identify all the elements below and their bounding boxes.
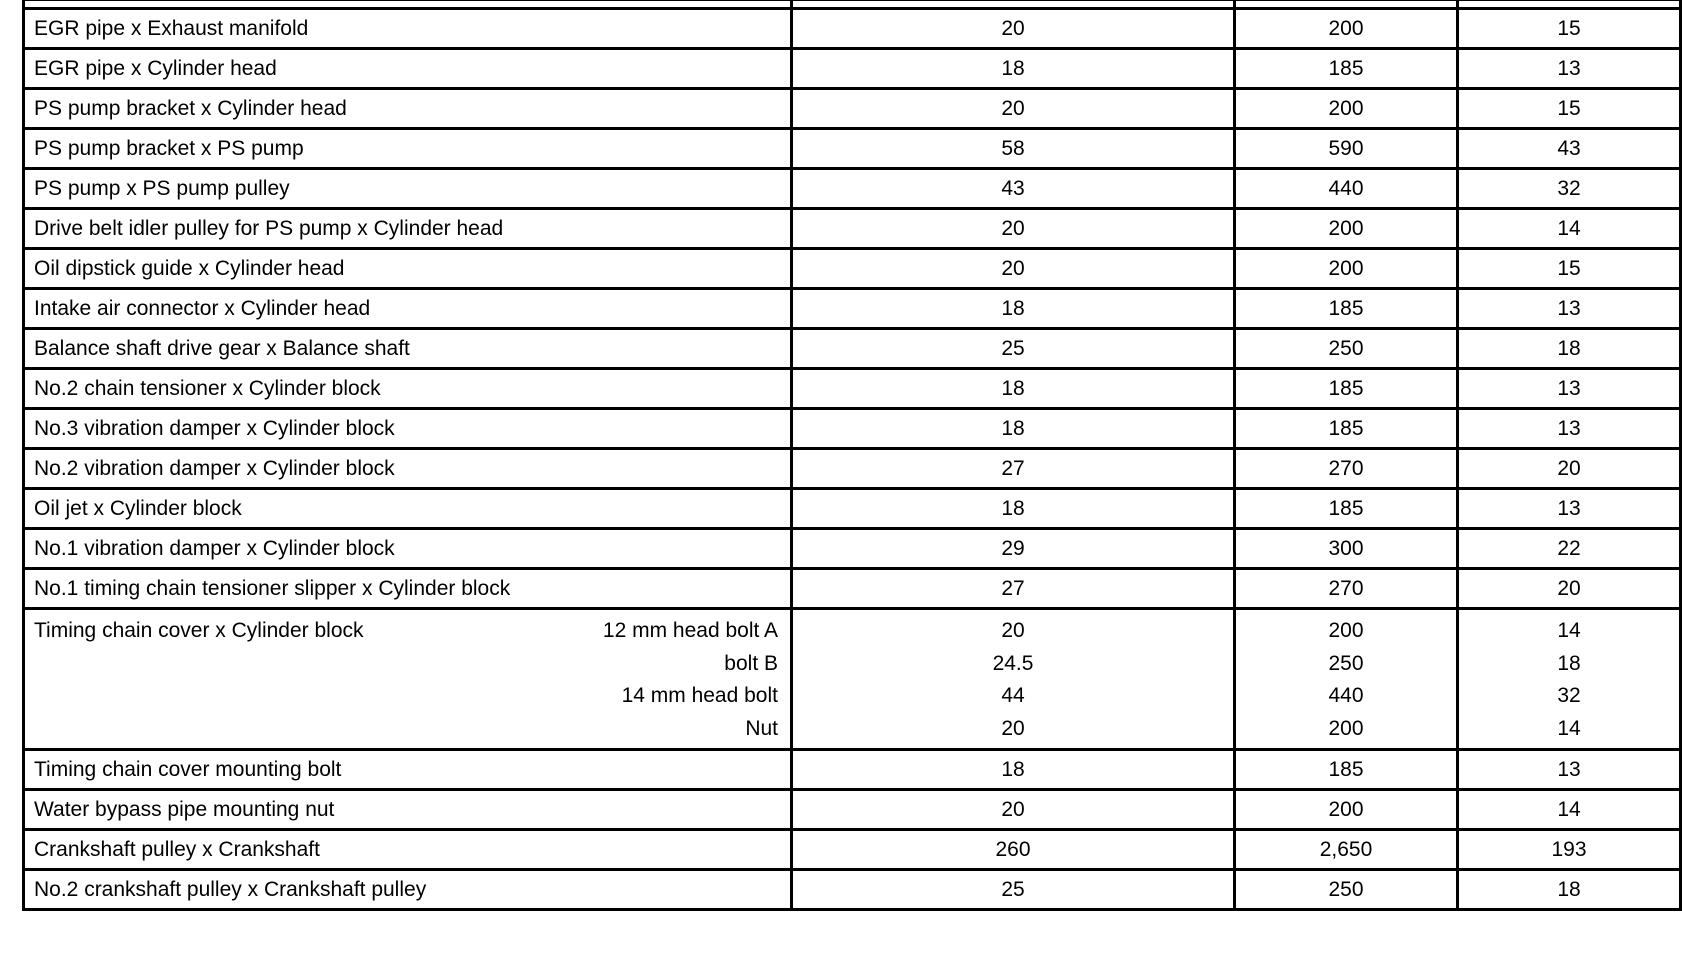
torque-kgfcm: 185	[1235, 49, 1458, 89]
sub-label: bolt B	[724, 651, 778, 675]
torque-nm: 18	[792, 409, 1235, 449]
torque-nm: 29	[792, 529, 1235, 569]
torque-kgfcm: 440	[1235, 169, 1458, 209]
torque-kgfcm: 270	[1235, 449, 1458, 489]
torque-spec-table	[22, 0, 1682, 911]
part-name: Drive belt idler pulley for PS pump x Cylinder head	[24, 209, 792, 249]
table-row	[24, 9, 1681, 49]
part-name: Balance shaft drive gear x Balance shaft	[24, 329, 792, 369]
torque-ftlbf: 14	[1458, 209, 1681, 249]
torque-kgfcm: 200	[1235, 9, 1458, 49]
table-row	[24, 750, 1681, 790]
table-cell	[24, 0, 792, 9]
table-row	[24, 489, 1681, 529]
torque-ftlbf: 14	[1458, 790, 1681, 830]
torque-nm: 20	[1001, 716, 1025, 740]
torque-ftlbf: 13	[1458, 489, 1681, 529]
torque-nm: 58	[792, 129, 1235, 169]
torque-ftlbf: 14	[1557, 619, 1581, 642]
table-row-multi	[24, 609, 1681, 750]
torque-nm: 20	[792, 89, 1235, 129]
torque-nm: 20	[792, 790, 1235, 830]
table-cell	[792, 0, 1235, 9]
torque-kgfcm: 185	[1235, 369, 1458, 409]
torque-kgfcm: 185	[1235, 409, 1458, 449]
torque-nm: 18	[792, 489, 1235, 529]
torque-ftlbf-cell	[1458, 609, 1681, 750]
part-name: No.2 vibration damper x Cylinder block	[24, 449, 792, 489]
torque-nm: 43	[792, 169, 1235, 209]
torque-kgfcm: 185	[1235, 489, 1458, 529]
torque-nm: 18	[792, 369, 1235, 409]
torque-nm: 20	[792, 9, 1235, 49]
table-row	[24, 329, 1681, 369]
torque-ftlbf: 15	[1458, 249, 1681, 289]
torque-nm: 20	[792, 209, 1235, 249]
torque-kgfcm: 590	[1235, 129, 1458, 169]
table-row	[24, 830, 1681, 870]
sub-labels	[603, 618, 778, 748]
torque-kgfcm: 200	[1235, 249, 1458, 289]
part-name: No.2 chain tensioner x Cylinder block	[24, 369, 792, 409]
part-name: No.3 vibration damper x Cylinder block	[24, 409, 792, 449]
torque-ftlbf: 20	[1458, 449, 1681, 489]
torque-kgfcm: 200	[1235, 89, 1458, 129]
torque-kgfcm: 200	[1235, 209, 1458, 249]
torque-nm: 20	[1001, 619, 1025, 642]
torque-ftlbf: 15	[1458, 9, 1681, 49]
part-name: Oil dipstick guide x Cylinder head	[24, 249, 792, 289]
part-name: Timing chain cover mounting bolt	[24, 750, 792, 790]
torque-ftlbf: 20	[1458, 569, 1681, 609]
table-row	[24, 209, 1681, 249]
torque-nm: 18	[792, 49, 1235, 89]
torque-ftlbf: 193	[1458, 830, 1681, 870]
part-name: Crankshaft pulley x Crankshaft	[24, 830, 792, 870]
part-name: Intake air connector x Cylinder head	[24, 289, 792, 329]
table-cell	[1458, 0, 1681, 9]
table-row	[24, 89, 1681, 129]
torque-ftlbf: 13	[1458, 409, 1681, 449]
torque-kgfcm: 270	[1235, 569, 1458, 609]
table-row	[24, 169, 1681, 209]
torque-nm-cell	[792, 609, 1235, 750]
torque-kgfcm: 300	[1235, 529, 1458, 569]
torque-ftlbf: 14	[1557, 716, 1581, 740]
table-row	[24, 449, 1681, 489]
torque-ftlbf: 32	[1458, 169, 1681, 209]
torque-ftlbf: 22	[1458, 529, 1681, 569]
part-name: No.2 crankshaft pulley x Crankshaft pulley	[24, 870, 792, 910]
table-row	[24, 870, 1681, 910]
sub-label: 12 mm head bolt A	[602, 619, 778, 642]
table-row	[24, 409, 1681, 449]
table-row	[24, 790, 1681, 830]
torque-ftlbf: 18	[1458, 329, 1681, 369]
torque-kgfcm: 185	[1235, 750, 1458, 790]
torque-kgfcm: 2,650	[1235, 830, 1458, 870]
torque-kgfcm: 250	[1235, 870, 1458, 910]
table-row	[24, 129, 1681, 169]
part-name: PS pump x PS pump pulley	[24, 169, 792, 209]
table-row	[24, 49, 1681, 89]
torque-ftlbf: 32	[1557, 684, 1581, 707]
torque-ftlbf: 18	[1557, 651, 1581, 675]
sub-label: Nut	[745, 716, 778, 740]
torque-kgfcm-cell	[1235, 609, 1458, 750]
part-name: PS pump bracket x Cylinder head	[24, 89, 792, 129]
torque-nm: 27	[792, 449, 1235, 489]
torque-ftlbf: 13	[1458, 369, 1681, 409]
part-name: No.1 vibration damper x Cylinder block	[24, 529, 792, 569]
torque-nm: 24.5	[992, 651, 1034, 675]
torque-nm: 27	[792, 569, 1235, 609]
torque-kgfcm: 185	[1235, 289, 1458, 329]
part-name: Oil jet x Cylinder block	[24, 489, 792, 529]
part-name: EGR pipe x Cylinder head	[24, 49, 792, 89]
table-row	[24, 529, 1681, 569]
sub-label: 14 mm head bolt	[621, 684, 778, 707]
torque-kgfcm: 200	[1328, 619, 1364, 642]
part-name: PS pump bracket x PS pump	[24, 129, 792, 169]
torque-ftlbf: 13	[1458, 750, 1681, 790]
table-cell	[1235, 0, 1458, 9]
torque-kgfcm: 200	[1235, 790, 1458, 830]
part-cell-multi	[24, 609, 792, 750]
torque-nm: 20	[792, 249, 1235, 289]
torque-kgfcm: 200	[1328, 716, 1364, 740]
torque-ftlbf: 15	[1458, 89, 1681, 129]
torque-ftlbf: 13	[1458, 289, 1681, 329]
torque-nm: 18	[792, 750, 1235, 790]
table-row	[24, 249, 1681, 289]
part-name: Water bypass pipe mounting nut	[24, 790, 792, 830]
part-name: EGR pipe x Exhaust manifold	[24, 9, 792, 49]
torque-kgfcm: 250	[1328, 651, 1364, 675]
part-name	[34, 618, 364, 748]
table-row	[24, 289, 1681, 329]
torque-nm: 44	[1001, 684, 1025, 707]
torque-nm: 18	[792, 289, 1235, 329]
torque-kgfcm: 250	[1235, 329, 1458, 369]
torque-nm: 260	[792, 830, 1235, 870]
part-name: No.1 timing chain tensioner slipper x Cylinder block	[24, 569, 792, 609]
table-row	[24, 369, 1681, 409]
table-row	[24, 569, 1681, 609]
torque-nm: 25	[792, 329, 1235, 369]
torque-ftlbf: 13	[1458, 49, 1681, 89]
torque-kgfcm: 440	[1328, 684, 1364, 707]
part-name-text: Timing chain cover x Cylinder block	[34, 619, 364, 642]
torque-ftlbf: 43	[1458, 129, 1681, 169]
torque-ftlbf: 18	[1458, 870, 1681, 910]
table-row-cut-off	[24, 0, 1681, 9]
torque-nm: 25	[792, 870, 1235, 910]
